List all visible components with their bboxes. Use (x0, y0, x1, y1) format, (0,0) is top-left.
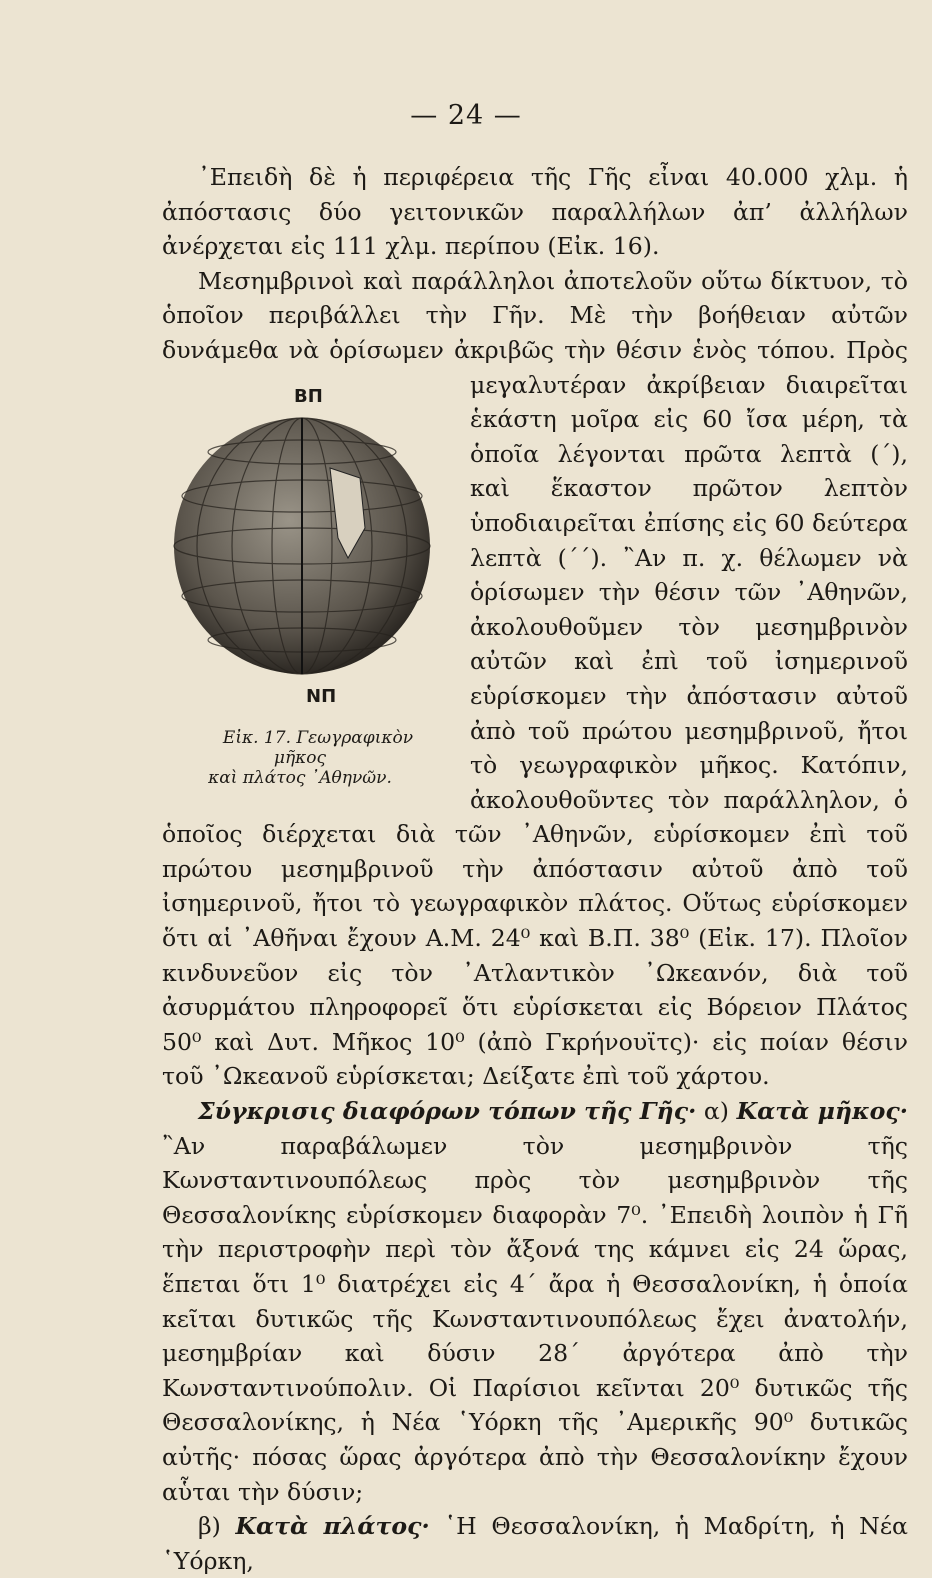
figure-globe (160, 368, 456, 800)
caption-line-1: Εἰκ. 17. Γεωγραφικὸν μῆκος (222, 727, 414, 768)
paragraph-latitude-text: ῾Η Θεσσαλονίκη, ἡ Μαδρίτη, ἡ Νέα ῾Υόρκη, (162, 1512, 908, 1575)
body-text (162, 160, 908, 1578)
globe-illustration (160, 368, 456, 728)
paragraph-meridians-body: ἀκρίβειαν διαιρεῖται ἑκάστη μοῖρα εἰς 60 ἴσα μέρη, τὰ ὁποῖα λέγονται πρῶτα λεπτὰ (΄), καὶ ἕκαστον πρῶτον λεπτὸν ὑποδιαιρεῖται ἐπίσης εἰς 60 δεύτερα λεπτὰ (΄΄). ῍Αν π. χ. θέλωμεν νὰ ὁρίσωμεν τὴν θέσιν τῶν ᾿Αθηνῶν, ἀκολουθοῦμεν τὸν μεσημβρινὸν αὐτῶν καὶ ἐπὶ τοῦ ἰσημερινοῦ εὑρίσκομεν τὴν ἀπόστασιν αὐτοῦ ἀπὸ τοῦ πρώτου μεσημβρινοῦ, ἤτοι τὸ γεωγραφικὸν μῆκος. Κατόπιν, ἀκολουθοῦντες τὸν παράλληλον, ὁ ὁποῖος διέρχεται διὰ τῶν ᾿Αθηνῶν, εὑρίσκομεν ἐπὶ τοῦ πρώτου μεσημβρινοῦ τὴν ἀπόστασιν αὐτοῦ ἀπὸ τοῦ ἰσημερινοῦ, ἤτοι τὸ γεωγραφικὸν πλάτος. Οὕτως εὑρίσκομεν ὅτι αἱ ᾿Αθῆναι ἔχουν Α.Μ. 24⁰ καὶ Β.Π. 38⁰ (Εἰκ. 17). Πλοῖον κινδυνεῦον εἰς τὸν ᾿Ατλαντικὸν ᾿Ωκεανόν, διὰ τοῦ ἀσυρμάτου πληροφορεῖ ὅτι εὑρίσκεται εἰς Βόρειον Πλάτος 50⁰ καὶ Δυτ. Μῆκος 10⁰ (ἀπὸ Γκρήνουϊτς)· εἰς ποίαν θέσιν τοῦ ᾿Ωκεανοῦ εὑρίσκεται; Δείξατε ἐπὶ τοῦ χάρτου. (162, 370, 908, 1091)
north-pole-label: ΒΠ (294, 385, 323, 407)
caption-line-2: καὶ πλάτος ᾿Αθηνῶν. (208, 767, 392, 788)
paragraph-meridians-intro: Μεσημβρινοὶ καὶ παράλληλοι ἀποτελοῦν οὕτω δίκτυον, τὸ ὁποῖον περιβάλλει τὴν Γῆν. Μὲ τὴν βοήθειαν αὐτῶν δυνάμεθα νὰ ὁρίσωμεν ἀκριβῶς τὴν θέσιν ἑνὸς τόπου. Πρὸς μεγαλυτέραν (162, 266, 908, 399)
heading-longitude: Κατὰ μῆκος· (736, 1097, 908, 1126)
heading-comparison: Σύγκρισις διαφόρων τόπων τῆς Γῆς· (198, 1097, 697, 1126)
heading-latitude: Κατὰ πλάτος· (235, 1512, 430, 1541)
paragraph-meridians (162, 264, 908, 1094)
paragraph-longitude-text: ῍Αν παραβάλωμεν τὸν μεσημβρινὸν τῆς Κωνσταντινουπόλεως πρὸς τὸν μεσημβρινὸν τῆς Θεσσαλονίκης εὑρίσκομεν διαφορὰν 7⁰. ᾿Επειδὴ λοιπὸν ἡ Γῆ τὴν περιστροφὴν περὶ τὸν ἄξονά της κάμνει εἰς 24 ὥρας, ἕπεται ὅτι 1⁰ διατρέχει εἰς 4΄ ἄρα ἡ Θεσσαλονίκη, ἡ ὁποία κεῖται δυτικῶς τῆς Κωνσταντινουπόλεως ἔχει ἀνατολήν, μεσημβρίαν καὶ δύσιν 28΄ ἀργότερα ἀπὸ τὴν Κωνσταντινούπολιν. Οἱ Παρίσιοι κεῖνται 20⁰ δυτικῶς τῆς Θεσσαλονίκης, ἡ Νέα ῾Υόρκη τῆς ᾿Αμερικῆς 90⁰ δυτικῶς αὐτῆς· πόσας ὥρας ἀργότερα ἀπὸ τὴν Θεσσαλονίκην ἔχουν αὗται τὴν δύσιν; (162, 1131, 908, 1506)
paragraph-circumference: ᾿Επειδὴ δὲ ἡ περιφέρεια τῆς Γῆς εἶναι 40.000 χλμ. ἡ ἀπόστασις δύο γειτονικῶν παραλλήλων ἀπ’ ἀλλήλων ἀνέρχεται εἰς 111 χλμ. περίπου (Εἰκ. 16). (162, 163, 908, 261)
paragraph-comparison (162, 1094, 908, 1509)
item-b-marker: β) (198, 1512, 236, 1541)
page-number: — 24 — (410, 100, 522, 131)
item-a-marker: α) (696, 1097, 737, 1126)
paragraph-latitude (162, 1509, 908, 1578)
south-pole-label: ΝΠ (306, 685, 337, 707)
figure-caption (160, 728, 440, 788)
